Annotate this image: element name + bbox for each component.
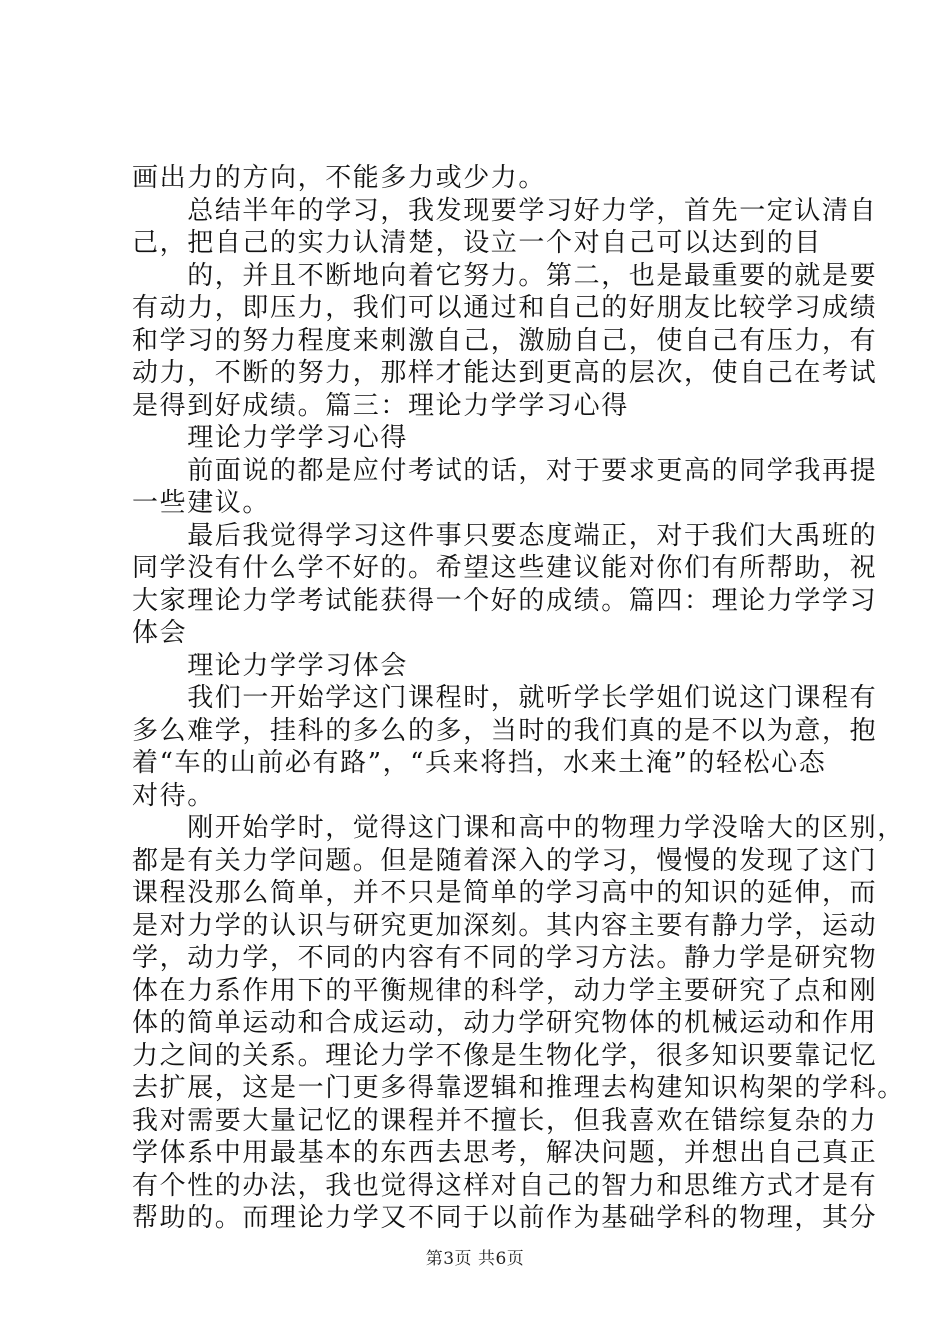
text-line: 一些建议。	[132, 488, 271, 518]
text-line: 我对需要大量记忆的课程并不擅长，但我喜欢在错综复杂的力	[132, 1105, 878, 1136]
text-line: 帮助的。而理论力学又不同于以前作为基础学科的物理，其分	[132, 1203, 878, 1233]
text-line: 理论力学学习心得	[132, 423, 409, 453]
text-line: 学，动力学，不同的内容有不同的学习方法。静力学是研究物	[132, 943, 878, 973]
text-line: 体在力系作用下的平衡规律的科学，动力学主要研究了点和刚	[132, 975, 878, 1006]
text-line: 大家理论力学考试能获得一个好的成绩。篇四：理论力学学习	[132, 585, 878, 616]
text-line: 最后我觉得学习这件事只要态度端正，对于我们大禹班的	[132, 520, 878, 551]
text-line: 前面说的都是应付考试的话，对于要求更高的同学我再提	[132, 455, 878, 486]
text-line: 我们一开始学这门课程时，就听学长学姐们说这门课程有	[132, 683, 878, 713]
text-line: 己，把自己的实力认清楚，设立一个对自己可以达到的目	[132, 228, 823, 258]
page-footer: 第3页 共6页	[425, 1249, 525, 1269]
text-line: 同学没有什么学不好的。希望这些建议能对你们有所帮助，祝	[132, 553, 878, 583]
text-line: 的，并且不断地向着它努力。第二，也是最重要的就是要	[132, 260, 878, 291]
text-line: 画出力的方向，不能多力或少力。	[132, 163, 547, 193]
text-line: 有动力，即压力，我们可以通过和自己的好朋友比较学习成绩	[132, 293, 878, 323]
text-line: 去扩展，这是一门更多得靠逻辑和推理去构建知识构架的学科。	[132, 1073, 905, 1103]
text-line: 课程没那么简单，并不只是简单的学习高中的知识的延伸，而	[132, 878, 878, 908]
text-line: 是对力学的认识与研究更加深刻。其内容主要有静力学，运动	[132, 910, 878, 941]
text-line: 学体系中用最基本的东西去思考，解决问题，并想出自己真正	[132, 1138, 878, 1168]
text-line: 理论力学学习体会	[132, 650, 409, 681]
text-line: 对待。	[132, 780, 215, 811]
text-line: 是得到好成绩。篇三：理论力学学习心得	[132, 390, 629, 421]
text-line: 刚开始学时，觉得这门课和高中的物理力学没啥大的区别，	[132, 813, 905, 843]
text-line: 体的简单运动和合成运动，动力学研究物体的机械运动和作用	[132, 1008, 878, 1038]
text-line: 总结半年的学习，我发现要学习好力学，首先一定认清自	[132, 195, 878, 226]
text-line: 多么难学，挂科的多么的多，当时的我们真的是不以为意，抱	[132, 715, 878, 746]
text-line: 有个性的办法，我也觉得这样对自己的智力和思维方式才是有	[132, 1170, 878, 1201]
text-line: 动力，不断的努力，那样才能达到更高的层次，使自己在考试	[132, 358, 878, 388]
text-line: 力之间的关系。理论力学不像是生物化学，很多知识要靠记忆	[132, 1040, 878, 1071]
text-line: 着“车的山前必有路”，“兵来将挡，水来土淹”的轻松心态	[132, 748, 827, 778]
text-line: 和学习的努力程度来刺激自己，激励自己，使自己有压力，有	[132, 325, 878, 356]
text-line: 都是有关力学问题。但是随着深入的学习，慢慢的发现了这门	[132, 845, 878, 876]
text-line: 体会	[132, 618, 188, 648]
